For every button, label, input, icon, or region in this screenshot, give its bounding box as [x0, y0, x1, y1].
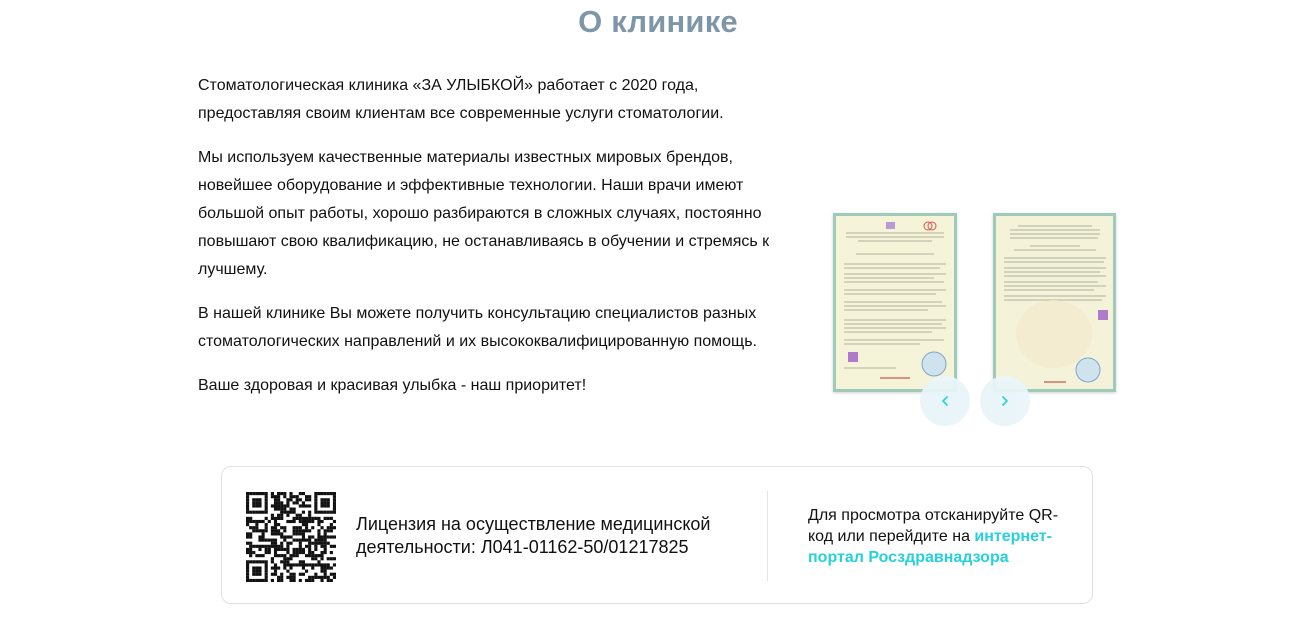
certificate-image-1[interactable] — [833, 213, 957, 392]
scan-instructions — [808, 505, 1078, 568]
certificate-document-2 — [996, 216, 1113, 389]
page-title: О клинике — [578, 4, 738, 39]
qr-code-icon — [246, 492, 336, 582]
slider-prev-button[interactable] — [920, 376, 970, 426]
license-text: Лицензия на осуществление медицинской деятельности: Л041-01162-50/01217825 — [356, 514, 711, 557]
scan-prefix-text: Для просмотра отсканируйте QR-код или перейдите на — [808, 507, 1059, 545]
about-text — [198, 72, 798, 416]
about-paragraph-3: В нашей клинике Вы можете получить консультацию специалистов разных стоматологических направлений и их высококвалифицированную помощь. — [198, 305, 757, 350]
certificate-document-1 — [836, 216, 954, 389]
chevron-left-icon — [939, 395, 951, 407]
chevron-right-icon — [999, 395, 1011, 407]
roszdravnadzor-portal-link[interactable]: интернет-портал Росздравнадзора — [808, 528, 1052, 566]
divider — [767, 491, 768, 581]
slider-next-button[interactable] — [980, 376, 1030, 426]
about-paragraph-4: Ваше здоровая и красивая улыбка - наш приоритет! — [198, 377, 587, 394]
license-card — [221, 466, 1093, 604]
certificate-image-2[interactable] — [993, 213, 1116, 392]
about-paragraph-2: Мы используем качественные материалы известных мировых брендов, новейшее оборудование и эффективные технологии. Наши врачи имеют большой опыт работы, хорошо разбираются в сложных случаях, постоянно повышают свою квалификацию, не останавливаясь в обучении и стремясь к лучшему. — [198, 149, 770, 278]
about-paragraph-1: Стоматологическая клиника «ЗА УЛЫБКОЙ» работает с 2020 года, предоставляя своим клиентам все современные услуги стоматологии. — [198, 77, 724, 122]
